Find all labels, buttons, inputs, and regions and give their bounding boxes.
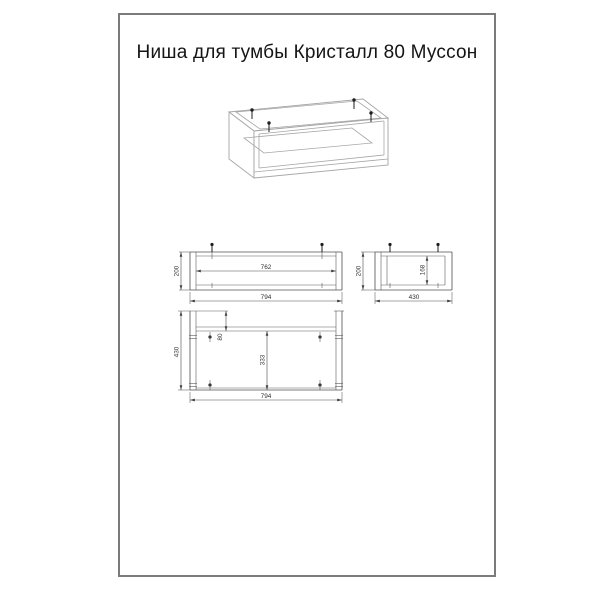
screw-hole-dot: [208, 332, 211, 342]
dim-label-top-back-rail: 80: [217, 333, 225, 341]
dim-label-top-inner-span: 333: [259, 354, 267, 366]
front-view: [174, 243, 342, 304]
isometric-view: [229, 98, 388, 178]
dim-label-front-inner-width: 762: [260, 264, 272, 271]
dim-label-top-depth: 430: [173, 346, 181, 358]
screw-icon: [388, 243, 391, 252]
screw-icon: [210, 243, 213, 252]
screw-icon: [320, 243, 323, 252]
screw-icon: [436, 243, 439, 252]
dim-label-top-overall-width: 794: [260, 393, 272, 400]
top-view: [174, 311, 344, 403]
dim-label-side-inner-height: 168: [419, 264, 427, 276]
page-title: Ниша для тумбы Кристалл 80 Муссон: [136, 42, 478, 63]
dim-label-side-height: 200: [355, 265, 363, 277]
side-view: [356, 243, 452, 304]
dim-label-front-height: 200: [173, 265, 181, 277]
screw-hole-dot: [318, 332, 321, 342]
screw-hole-dot: [208, 380, 211, 390]
dim-label-side-depth: 430: [408, 294, 420, 301]
screw-hole-dot: [318, 380, 321, 390]
dim-label-front-overall-width: 794: [260, 294, 272, 301]
